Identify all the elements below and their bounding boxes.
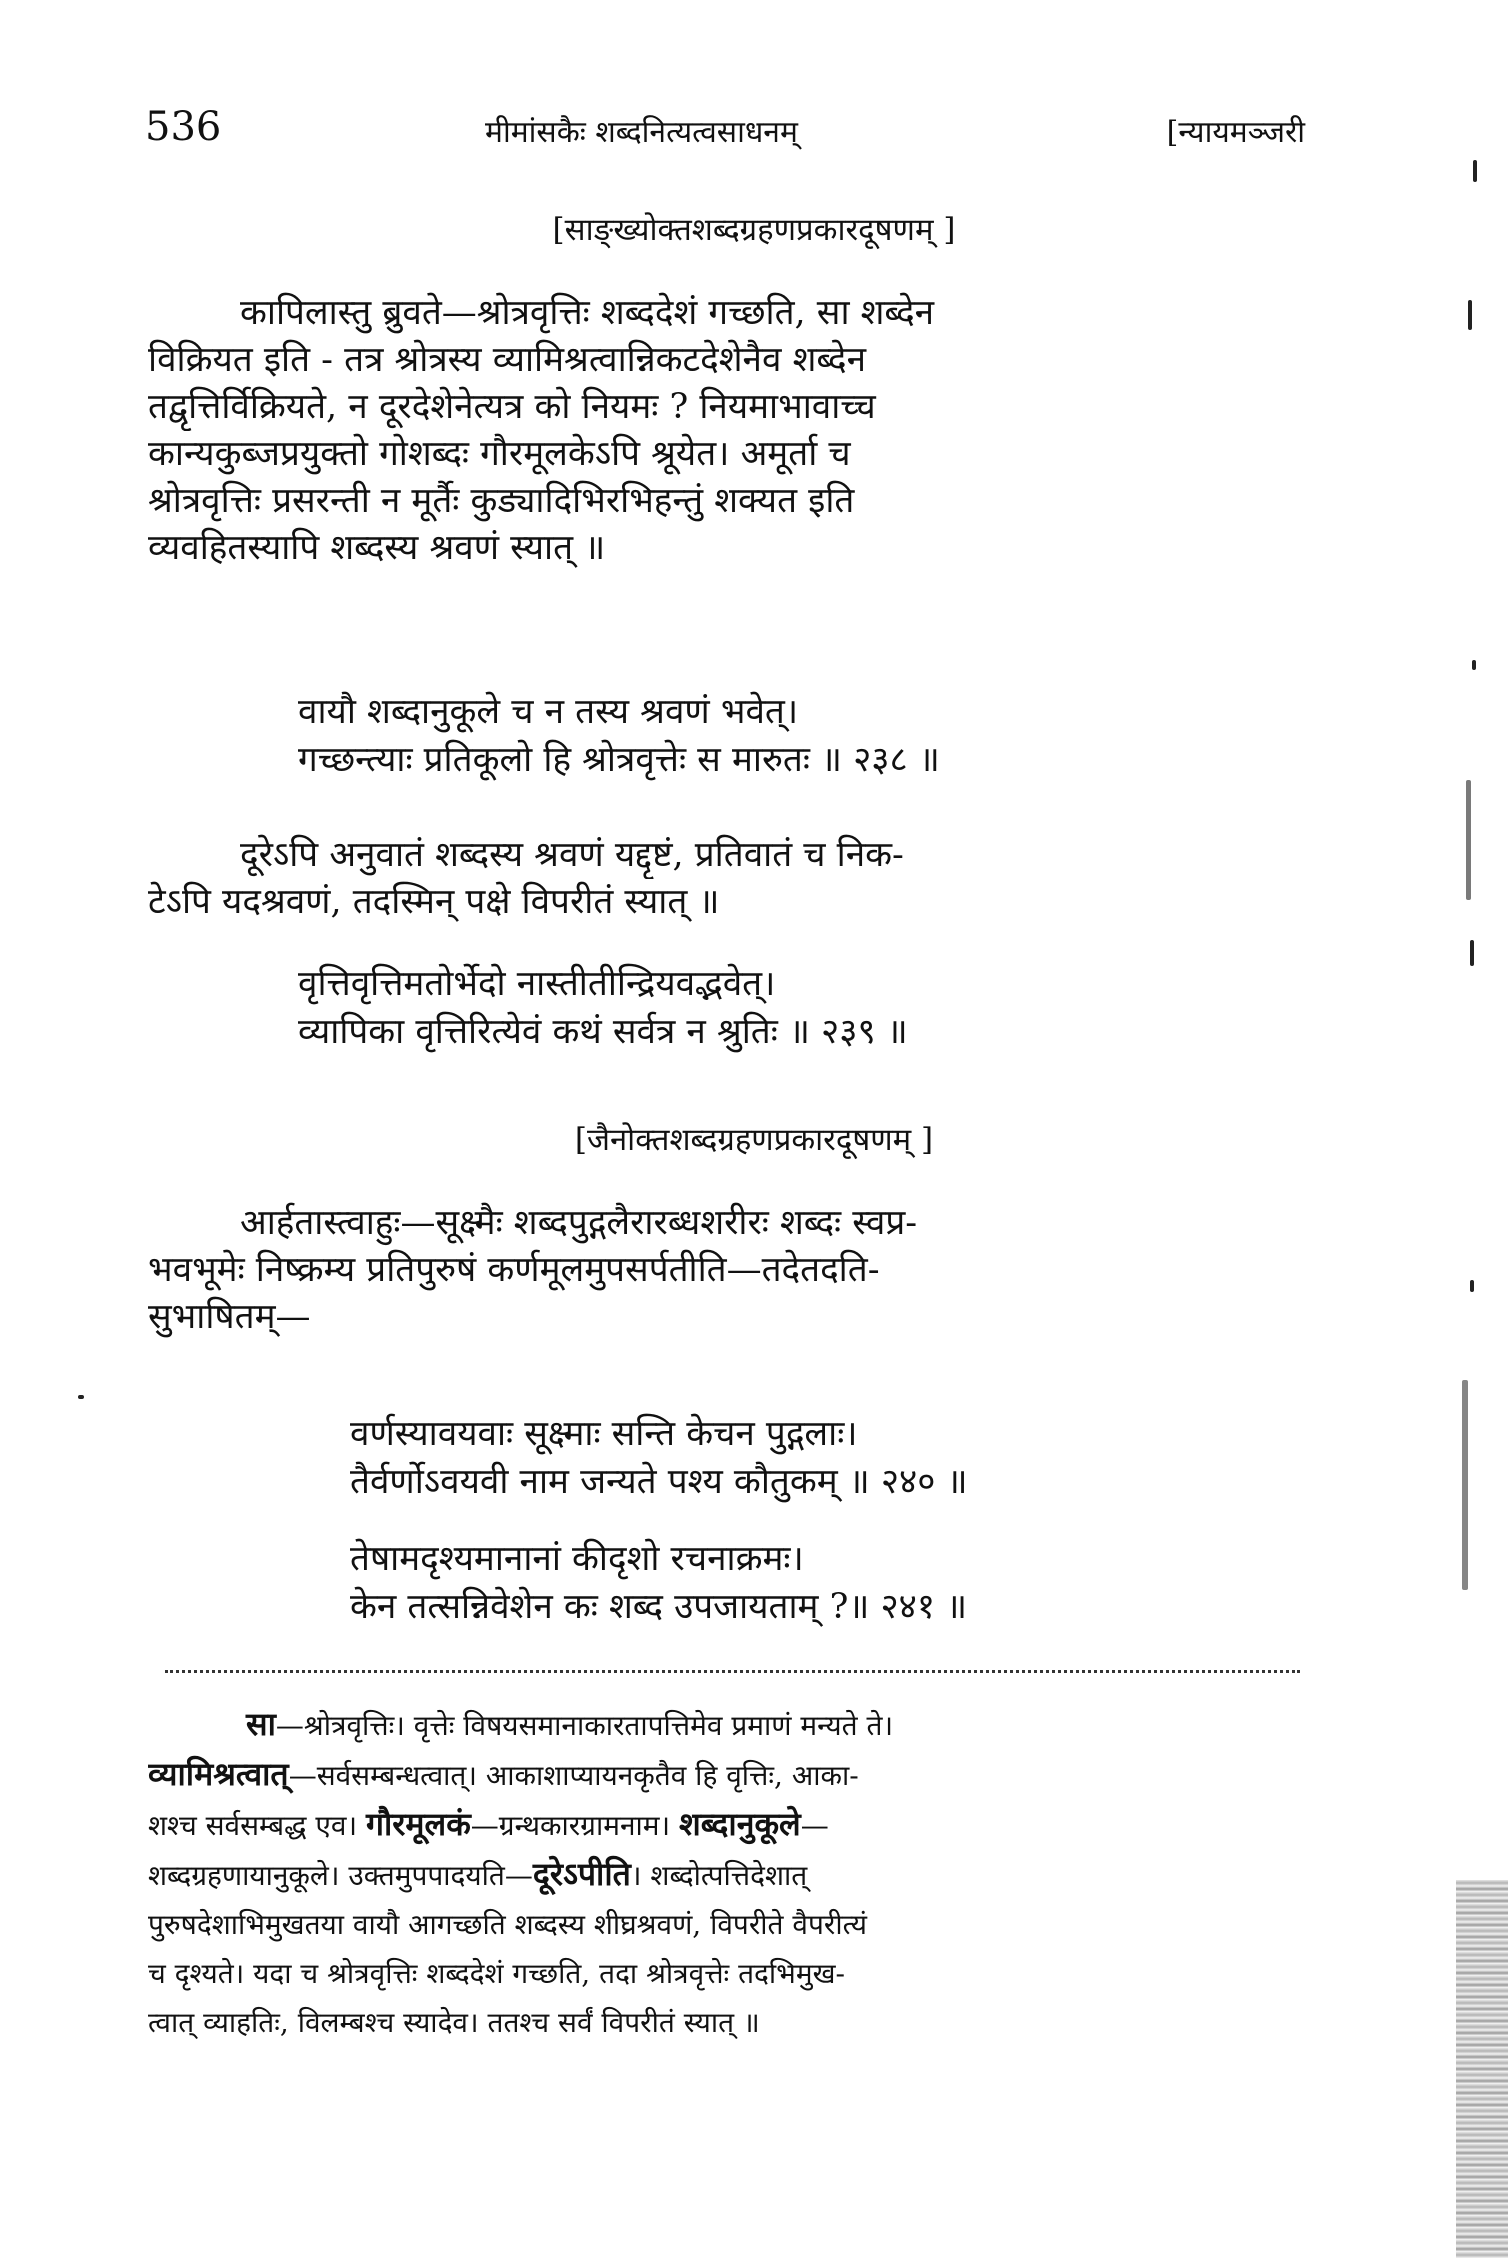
page-header [145,104,1305,164]
verse-line: वृत्तिवृत्तिमतोर्भेदो नास्तीतीन्द्रियवद्भवेत्। [298,964,776,1004]
text-line: कापिलास्तु ब्रुवते—श्रोत्रवृत्तिः शब्ददेशं गच्छति, सा शब्देन [240,293,935,333]
text-line: टेऽपि यदश्रवणं, तदस्मिन् पक्षे विपरीतं स्यात् ॥ [148,882,720,922]
verse-line: व्यापिका वृत्तिरित्येवं कथं सर्वत्र न श्रुतिः ॥ २३९ ॥ [298,1012,908,1052]
footnotes [148,1700,1304,2047]
verse-line: केन तत्सन्निवेशेन कः शब्द उपजायताम् ?॥ २४१ ॥ [350,1587,968,1627]
text-line: श्रोत्रवृत्तिः प्रसरन्ती न मूर्तैः कुड्यादिभिरभिहन्तुं शक्यत इति [148,481,855,521]
scan-speck [1470,940,1474,966]
footnote-line: च दृश्यते। यदा च श्रोत्रवृत्तिः शब्ददेशं गच्छति, तदा श्रोत्रवृत्तेः तदभिमुख- [148,1957,845,1990]
verse-241 [350,1535,967,1631]
scan-speck [1472,660,1476,670]
scan-speck [1462,1380,1468,1590]
verse-line: गच्छन्त्याः प्रतिकूलो हि श्रोत्रवृत्तेः स मारुतः ॥ २३८ ॥ [298,740,940,780]
footnote-text: —ग्रन्थकारग्रामनाम। [470,1809,671,1842]
verse-238 [298,688,940,784]
text-line: आर्हतास्त्वाहुः—सूक्ष्मैः शब्दपुद्गलैरारब्धशरीरः शब्दः स्वप्र- [240,1203,918,1243]
verse-line: तेषामदृश्यमानानां कीदृशो रचनाक्रमः। [350,1539,804,1579]
footnote-lemma: सा [246,1705,276,1743]
text-line: भवभूमेः निष्क्रम्य प्रतिपुरुषं कर्णमूलमुपसर्पतीति—तदेतदति- [148,1250,880,1290]
text-line: सुभाषितम्— [148,1297,311,1337]
running-title: मीमांसकैः शब्दनित्यत्वसाधनम् [485,115,798,150]
scan-speck [1468,300,1472,330]
text-line: कान्यकुब्जप्रयुक्तो गोशब्दः गौरमूलकेऽपि श्रूयेत। अमूर्ता च [148,434,851,474]
verse-line: वर्णस्यावयवाः सूक्ष्माः सन्ति केचन पुद्गलाः। [350,1414,858,1454]
footnote-lemma: व्यामिश्रत्वात् [148,1755,289,1793]
footnote-text: शश्च सर्वसम्बद्ध एव। [148,1809,358,1842]
footnote-text: — [800,1809,829,1842]
section-heading-sankhya: [साङ्ख्योक्तशब्दग्रहणप्रकारदूषणम् ] [552,212,956,248]
page-number: 536 [145,104,222,150]
scan-speck [78,1395,84,1399]
verse-240 [350,1410,968,1506]
footnote-line [148,1750,1304,1800]
text-line: दूरेऽपि अनुवातं शब्दस्य श्रवणं यद्दृष्टं, प्रतिवातं च निक- [240,835,904,875]
footnote-line [148,1700,1304,1750]
footnote-text: —सर्वसम्बन्धत्वात्। आकाशाप्यायनकृतैव हि वृत्तिः, आका- [288,1759,859,1792]
footnote-line [148,1800,1304,1850]
verse-line: तैर्वर्णोऽवयवी नाम जन्यते पश्य कौतुकम् ॥ २४० ॥ [350,1462,968,1502]
footnote-line [148,1850,1304,1900]
footnote-line: त्वात् व्याहतिः, विलम्बश्च स्यादेव। ततश्च सर्वं विपरीतं स्यात् ॥ [148,2006,760,2039]
footnote-text: । शब्दोत्पत्तिदेशात् [630,1859,808,1892]
text-line: तद्वृत्तिर्विक्रियते, न दूरदेशेनेत्यत्र को नियमः ? नियमाभावाच्च [148,387,876,427]
footnote-lemma: दूरेऽपीति [532,1855,631,1893]
paragraph-kapila [148,290,1304,572]
footnote-separator [165,1670,1300,1673]
text-line: व्यवहितस्यापि शब्दस्य श्रवणं स्यात् ॥ [148,528,606,568]
scan-speck [1470,1280,1474,1292]
scan-speck [1473,160,1477,182]
scan-speck [1466,780,1471,900]
scan-edge-noise [1456,1880,1508,2258]
verse-line: वायौ शब्दानुकूले च न तस्य श्रवणं भवेत्। [298,692,799,732]
paragraph-arhata [148,1200,1304,1341]
footnote-line: पुरुषदेशाभिमुखतया वायौ आगच्छति शब्दस्य शीघ्रश्रवणं, विपरीते वैपरीत्यं [148,1908,867,1941]
section-heading-jaina: [जैनोक्तशब्दग्रहणप्रकारदूषणम् ] [574,1122,934,1158]
footnote-text: —श्रोत्रवृत्तिः। वृत्तेः विषयसमानाकारतापत्तिमेव प्रमाणं मन्यते ते। [275,1709,894,1742]
footnote-lemma: शब्दानुकूले [679,1805,801,1843]
paragraph-anuvata [148,832,1304,926]
verse-239 [298,960,908,1056]
book-title: [न्यायमञ्जरी [1166,115,1305,150]
footnote-lemma: गौरमूलकं [365,1805,471,1843]
text-line: विक्रियत इति - तत्र श्रोत्रस्य व्यामिश्रत्वान्निकटदेशेनैव शब्देन [148,340,867,380]
footnote-text: शब्दग्रहणायानुकूले। उक्तमुपपादयति— [148,1859,533,1892]
